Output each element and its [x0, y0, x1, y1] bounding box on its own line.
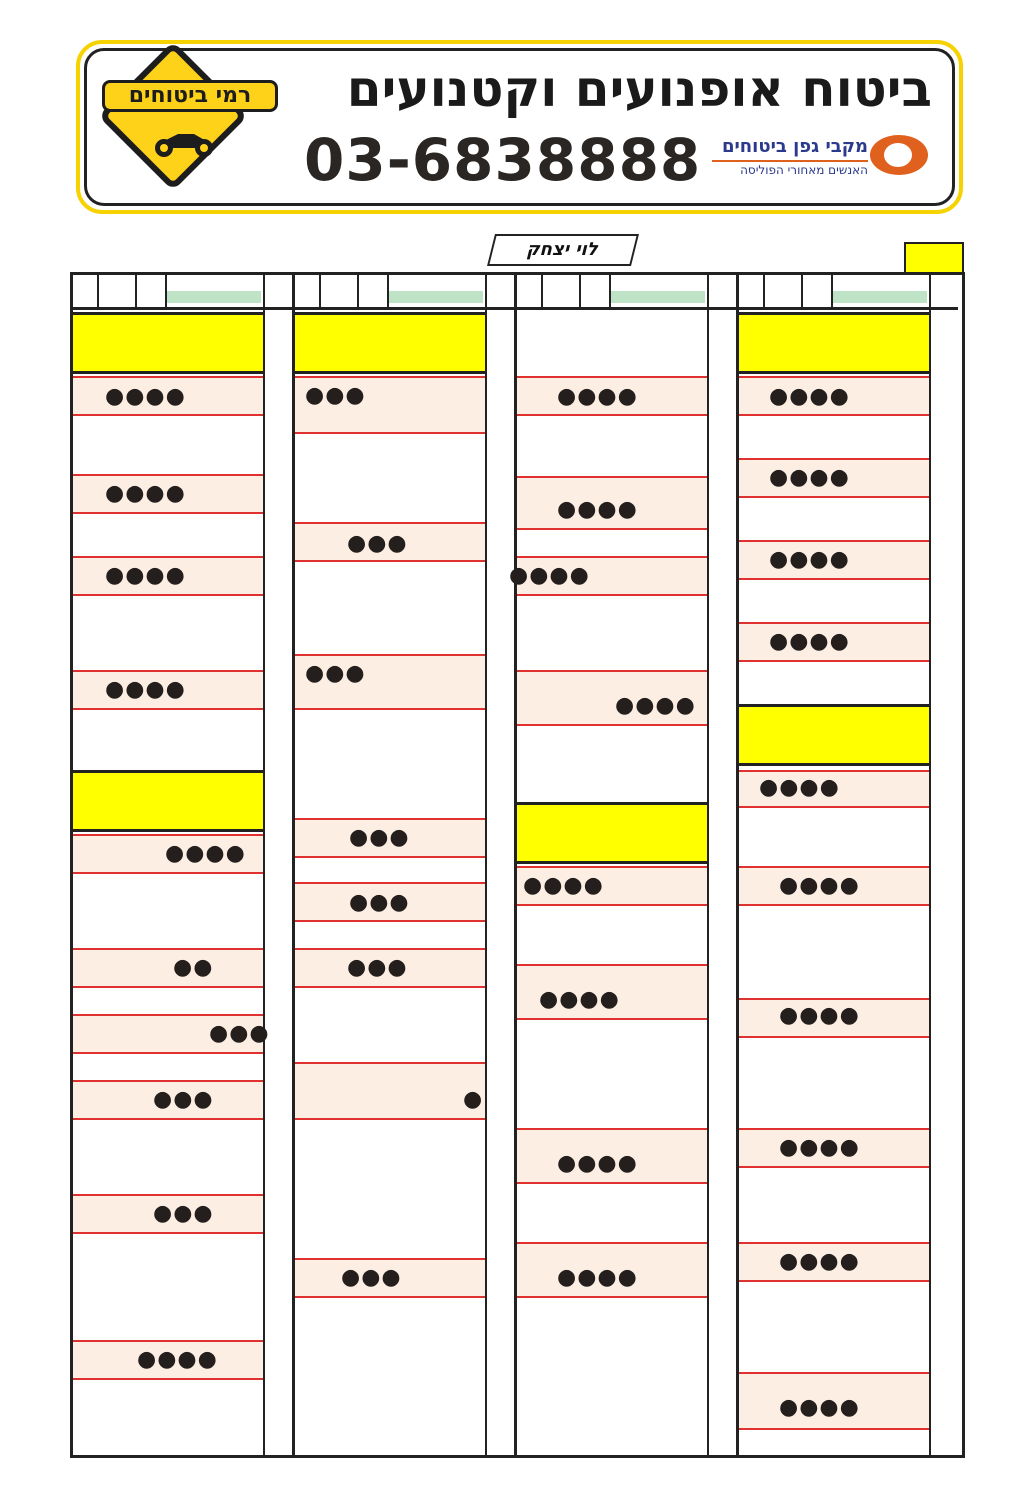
yellow-section-header: [739, 704, 929, 766]
entry-dots: ●●●●: [769, 629, 850, 654]
header-cell-divider: [763, 275, 765, 307]
header-cell-divider: [357, 275, 359, 307]
column-divider: [485, 307, 487, 1455]
entry-dots: ●●●●: [539, 987, 620, 1012]
logo-label: רמי ביטוחים: [102, 80, 278, 112]
header-green-cell: [389, 291, 483, 303]
entry-dots: ●●●●: [759, 775, 840, 800]
yellow-section-header: [73, 770, 263, 832]
entry-dots: ●●●: [341, 1265, 402, 1290]
header-cell-divider: [135, 275, 137, 307]
entry-dots: ●●●●: [137, 1347, 218, 1372]
entry-dots: ●●●●: [769, 547, 850, 572]
entry-dots: ●●●●: [557, 384, 638, 409]
column-divider: [707, 307, 709, 1455]
entry-dots: ●●●: [347, 531, 408, 556]
schedule-column-3: [509, 275, 739, 1455]
schedule-column-4: [739, 275, 958, 1455]
schedule-entry: [73, 948, 263, 988]
column-header-row: [739, 275, 958, 310]
yellow-section-header: [739, 312, 929, 374]
entry-dots: ●●: [173, 955, 214, 980]
column-divider: [929, 307, 931, 1455]
header-cell-divider: [541, 275, 543, 307]
banner-headline: ביטוח אופנועים וקטנועים: [346, 60, 932, 118]
agency-divider: [712, 160, 868, 162]
entry-dots: ●●●●: [779, 1395, 860, 1420]
entry-dots: ●●●: [347, 955, 408, 980]
entry-dots: ●●●●: [557, 497, 638, 522]
column-header-row: [517, 275, 736, 310]
entry-dots: ●●●●: [105, 677, 186, 702]
motorcycle-icon: [152, 128, 216, 158]
name-stamp: לוי יצחק: [487, 234, 639, 266]
column-header-row: [73, 275, 292, 310]
yellow-section-header: [517, 802, 707, 864]
header-green-cell: [833, 291, 927, 303]
entry-dots: ●●●●: [557, 1151, 638, 1176]
header-cell-divider: [801, 275, 803, 307]
header-cell-divider: [929, 275, 931, 307]
entry-dots: ●●●●: [557, 1265, 638, 1290]
entry-dots: ●●●●: [523, 873, 604, 898]
header-green-cell: [167, 291, 261, 303]
entry-dots: ●: [463, 1087, 484, 1112]
header-cell-divider: [97, 275, 99, 307]
entry-dots: ●●●●: [779, 873, 860, 898]
schedule-grid: [70, 272, 965, 1458]
schedule-column-1: [73, 275, 295, 1455]
entry-dots: ●●●●: [105, 481, 186, 506]
entry-dots: ●●●●: [769, 465, 850, 490]
entry-dots: ●●●: [305, 383, 366, 408]
entry-dots: ●●●: [305, 661, 366, 686]
agency-name: מקבי גפן ביטוחים: [721, 136, 868, 157]
agency-slogan: האנשים מאחורי הפוליסה: [740, 163, 868, 177]
header-cell-divider: [263, 275, 265, 307]
entry-dots: ●●●●: [165, 841, 246, 866]
schedule-entry: [295, 1062, 485, 1120]
entry-dots: ●●●●: [779, 1249, 860, 1274]
entry-dots: ●●●●: [105, 563, 186, 588]
entry-dots: ●●●●: [615, 693, 696, 718]
yellow-section-header: [295, 312, 485, 374]
yellow-section-header: [73, 312, 263, 374]
entry-dots: ●●●●: [509, 563, 590, 588]
header-cell-divider: [319, 275, 321, 307]
column-header-row: [295, 275, 514, 310]
agency-logo-icon: [870, 135, 928, 175]
column-divider: [263, 307, 265, 1455]
schedule-column-2: [295, 275, 517, 1455]
header-cell-divider: [579, 275, 581, 307]
phone-number[interactable]: 03-6838888: [304, 126, 702, 194]
entry-dots: ●●●: [349, 825, 410, 850]
entry-dots: ●●●: [153, 1087, 214, 1112]
entry-dots: ●●●: [153, 1201, 214, 1226]
entry-dots: ●●●●: [779, 1135, 860, 1160]
yellow-tab: [904, 242, 964, 274]
header-cell-divider: [485, 275, 487, 307]
entry-dots: ●●●●: [769, 384, 850, 409]
entry-dots: ●●●●: [779, 1003, 860, 1028]
header-green-cell: [611, 291, 705, 303]
entry-dots: ●●●: [209, 1021, 270, 1046]
entry-dots: ●●●●: [105, 384, 186, 409]
entry-dots: ●●●: [349, 890, 410, 915]
header-cell-divider: [707, 275, 709, 307]
